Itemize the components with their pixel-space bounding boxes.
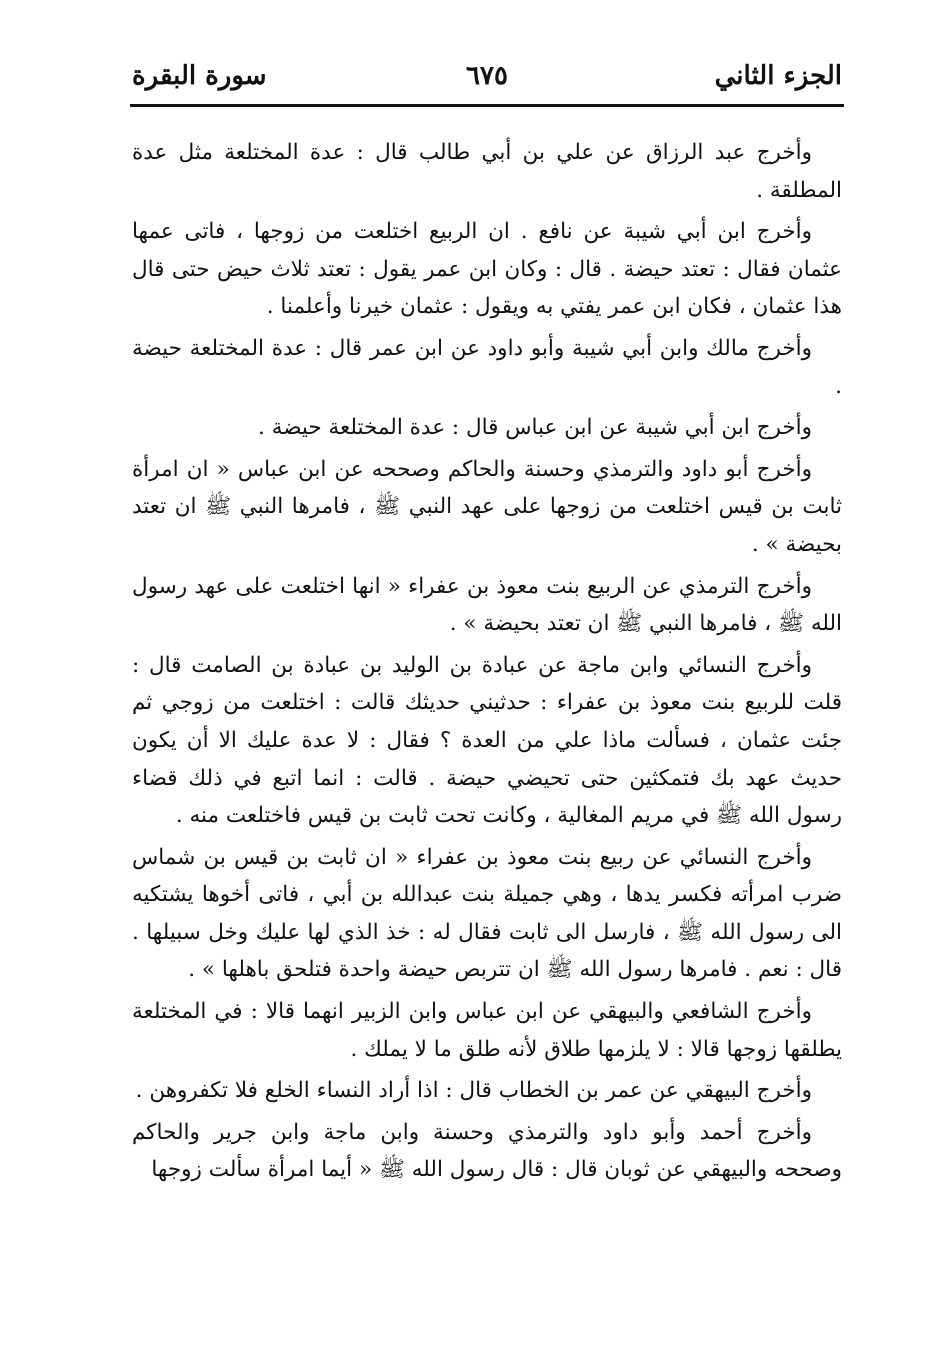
page-number: ٦٧٥: [466, 61, 508, 91]
paragraph: وأخرج عبد الرزاق عن علي بن أبي طالب قال : عدة المختلعة مثل عدة المطلقة .: [132, 140, 842, 203]
paragraph: وأخرج الشافعي والبيهقي عن ابن عباس وابن الزبير انهما قالا : في المختلعة يطلقها زوجها قالا : لا يلزمها طلاق لأنه طلق ما لا يملك .: [132, 999, 842, 1062]
paragraph: وأخرج أبو داود والترمذي وحسنة والحاكم وصححه عن ابن عباس « ان امرأة ثابت بن قيس اختلعت من زوجها على عهد النبي ﷺ ، فامرها النبي ﷺ ان تعتد بحيضة » .: [132, 456, 842, 557]
surah-title: سورة البقرة: [132, 61, 267, 91]
paragraph: وأخرج مالك وابن أبي شيبة وأبو داود عن ابن عمر قال : عدة المختلعة حيضة .: [132, 335, 842, 399]
page-header: [132, 56, 842, 96]
paragraph: وأخرج الترمذي عن الربيع بنت معوذ بن عفراء « انها اختلعت على عهد رسول الله ﷺ ، فامرها النبي ﷺ ان تعتد بحيضة » .: [132, 573, 842, 637]
part-title: الجزء الثاني: [714, 61, 842, 91]
header-rule: [130, 104, 844, 107]
page-body: [132, 134, 842, 1284]
paragraph: وأخرج البيهقي عن عمر بن الخطاب قال : اذا أراد النساء الخلع فلا تكفروهن .: [135, 1078, 812, 1104]
paragraph: وأخرج ابن أبي شيبة عن ابن عباس قال : عدة المختلعة حيضة .: [258, 415, 812, 441]
paragraph: وأخرج ابن أبي شيبة عن نافع . ان الربيع اختلعت من زوجها ، فاتى عمها عثمان فقال : تعتد حيضة . قال : وكان ابن عمر يقول : تعتد ثلاث حيض حتى قال هذا عثمان ، فكان ابن عمر يفتي به ويقول : عثمان خيرنا وأعلمنا .: [132, 219, 842, 320]
paragraph: وأخرج النسائي عن ربيع بنت معوذ بن عفراء « ان ثابت بن قيس بن شماس ضرب امرأته فكسر يدها ، وهي جميلة بنت عبدالله بن أبي ، فاتى أخوها يشتكيه الى رسول الله ﷺ ، فارسل الى ثابت فقال له : خذ الذي لها عليك وخل سبيلها . قال : نعم . فامرها رسول الله ﷺ ان تتربص حيضة واحدة فتلحق باهلها » .: [132, 844, 842, 983]
paragraph: وأخرج أحمد وأبو داود والترمذي وحسنة وابن ماجة وابن جرير والحاكم وصححه والبيهقي عن ثوبان قال : قال رسول الله ﷺ « أيما امرأة سألت زوجها: [132, 1119, 842, 1183]
paragraph: وأخرج النسائي وابن ماجة عن عبادة بن الوليد بن عبادة بن الصامت قال : قلت للربيع بنت معوذ بن عفراء : حدثيني حديثك قالت : اختلعت من زوجي ثم جئت عثمان ، فسألت ماذا علي من العدة ؟ فقال : لا عدة عليك الا أن يكون حديث عهد بك فتمكثين حتى تحيضي حيضة . قالت : انما اتبع في ذلك قضاء رسول الله ﷺ في مريم المغالية ، وكانت تحت ثابت بن قيس فاختلعت منه .: [132, 652, 842, 829]
